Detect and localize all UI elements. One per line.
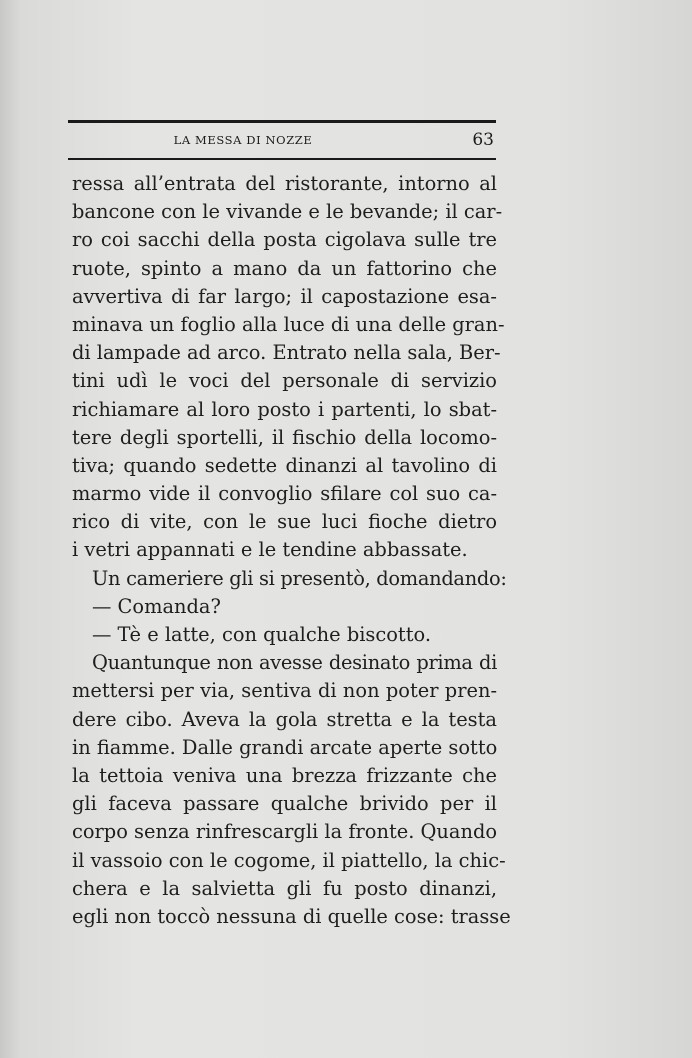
- text-line: tere degli sportelli, il fischio della locomo-: [72, 425, 497, 449]
- text-line: dere cibo. Aveva la gola stretta e la testa: [72, 707, 497, 731]
- text-line: Un cameriere gli si presentò, domandando:: [92, 566, 507, 590]
- text-line: il vassoio con le cogome, il piattello, la chic-: [72, 848, 506, 872]
- header-top-rule: [68, 120, 496, 123]
- body-text: [72, 170, 511, 931]
- page-number: 63: [472, 130, 494, 150]
- text-line: marmo vide il convoglio sfilare col suo ca-: [72, 482, 497, 506]
- text-line: di lampade ad arco. Entrato nella sala, Ber-: [72, 341, 501, 365]
- text-line: ruote, spinto a mano da un fattorino che: [72, 256, 497, 280]
- text-line: ressa all’entrata del ristorante, intorno al: [72, 172, 497, 195]
- text-line: la tettoia veniva una brezza frizzante che: [72, 763, 497, 787]
- text-line: minava un foglio alla luce di una delle gran-: [72, 312, 505, 336]
- text-line: i vetri appannati e le tendine abbassate.: [72, 538, 468, 562]
- text-line: chera e la salvietta gli fu posto dinanzi,: [72, 876, 497, 900]
- running-title: LA MESSA DI NOZZE: [173, 133, 313, 147]
- text-line: ro coi sacchi della posta cigolava sulle tre: [72, 228, 497, 252]
- text-line: — Tè e latte, con qualche biscotto.: [92, 623, 431, 646]
- text-line: Quantunque non avesse desinato prima di: [92, 651, 497, 675]
- text-line: tini udì le voci del personale di servizio: [72, 369, 497, 393]
- text-line: tiva; quando sedette dinanzi al tavolino di: [72, 453, 497, 477]
- header-bottom-rule: [68, 158, 496, 160]
- text-line: corpo senza rinfrescargli la fronte. Quando: [72, 820, 498, 844]
- running-head: [68, 130, 496, 152]
- text-line: — Comanda?: [92, 594, 221, 618]
- text-line: rico di vite, con le sue luci fioche dietro: [72, 510, 497, 534]
- text-line: richiamare al loro posto i partenti, lo sbat-: [72, 397, 497, 421]
- text-line: gli faceva passare qualche brivido per il: [72, 792, 497, 816]
- text-line: egli non toccò nessuna di quelle cose: trasse: [72, 904, 511, 928]
- text-line: in fiamme. Dalle grandi arcate aperte sotto: [72, 735, 498, 759]
- text-line: avvertiva di far largo; il capostazione esa-: [72, 284, 497, 308]
- text-line: bancone con le vivande e le bevande; il car-: [72, 200, 503, 224]
- text-line: mettersi per via, sentiva di non poter pren-: [72, 679, 497, 703]
